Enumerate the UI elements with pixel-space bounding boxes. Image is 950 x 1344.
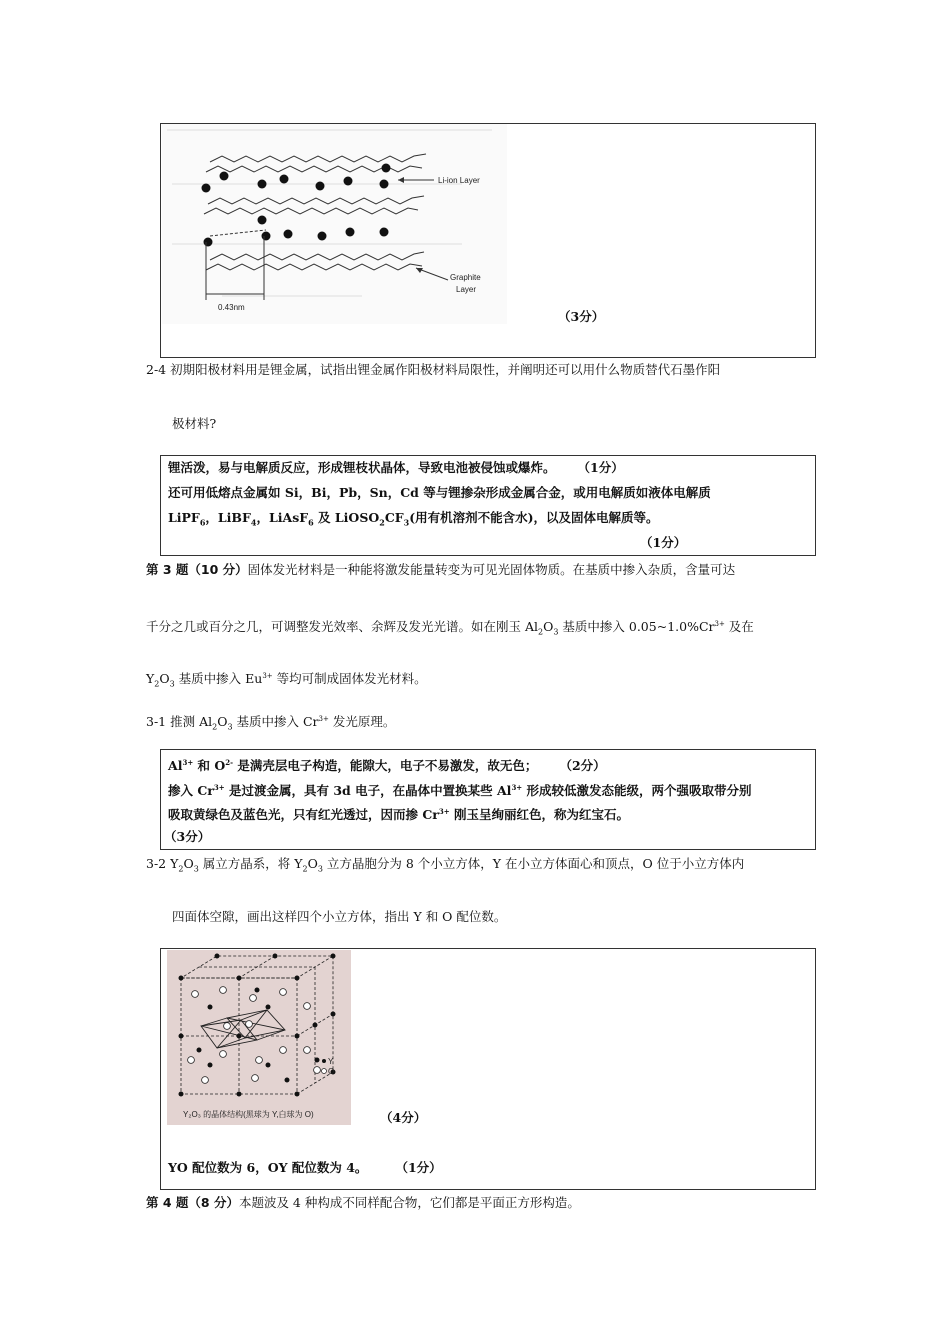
a31-al: Al — [168, 758, 183, 774]
formula-lipf: LiPF — [168, 510, 200, 525]
answer-2-4-score2: （1分） — [640, 535, 687, 550]
sub-3-q31: 3 — [227, 722, 233, 732]
answer-3-1-score2: （3分） — [164, 829, 211, 844]
question-2-4-line2: 极材料? — [172, 416, 217, 431]
sub-3-q32b: 3 — [317, 864, 323, 874]
sup-cr-q31: 3+ — [318, 715, 329, 723]
answer-3-1-line1 — [168, 754, 606, 775]
sub-3: 3 — [403, 517, 410, 528]
question-4-heading: 第 4 题（8 分） — [146, 1195, 239, 1210]
sub-2-q31: 2 — [212, 722, 218, 732]
formula-liasf: ，LiAsF — [256, 510, 309, 525]
figure-caption: Y₂O₃ 的晶体结构(黑球为 Y,白球为 O) — [183, 1110, 314, 1119]
answer-2-4-line2: 还可用低熔点金属如 Si，Bi，Pb，Sn，Cd 等与锂掺杂形成金属合金，或用电解质如液体电解质 — [168, 485, 711, 500]
a31-text1: 是满壳层电子构造，能隙大，电子不易激发，故无色； — [233, 758, 538, 774]
sub-3-y: 3 — [169, 679, 175, 689]
a31-text4: 吸取黄绿色及蓝色光，只有红光透过，因而掺 Cr — [168, 807, 439, 823]
q3-l2b: O — [543, 619, 554, 635]
graphite-li-ion-figure — [162, 124, 507, 324]
sub-2-al: 2 — [538, 627, 544, 637]
answer-3-2-coord — [168, 1159, 442, 1177]
answer-3-2-score1: （4分） — [380, 1110, 427, 1125]
a31-cr: 掺入 Cr — [168, 783, 214, 799]
sup-cr: 3+ — [714, 620, 725, 628]
sub-6a: 6 — [199, 517, 206, 528]
a31-score1: （2分） — [559, 758, 606, 774]
answer-2-4-score1: （1分） — [577, 460, 624, 475]
sup-o: 2- — [225, 758, 234, 767]
distance-label: 0.43nm — [218, 303, 245, 312]
graphite-score: （3分） — [558, 309, 605, 324]
question-3-heading: 第 3 题（10 分） — [146, 562, 248, 577]
a31-text3: 形成较低激发态能级，两个强吸取带分别 — [522, 783, 752, 799]
q32c: 属立方晶系，将 Y — [198, 856, 303, 871]
q3-l3c: 基质中掺入 Eu — [174, 671, 263, 687]
formula-cf: CF — [384, 510, 404, 525]
coordination-text: YO 配位数为 6，OY 配位数为 4。 — [168, 1160, 368, 1175]
graphite-label-2: Layer — [456, 285, 477, 294]
sup-eu: 3+ — [262, 672, 273, 680]
answer-3-1-line3 — [168, 803, 629, 824]
formula-libf: ，LiBF — [205, 510, 251, 525]
sup-al: 3+ — [182, 758, 194, 767]
legend-y-label: Y — [328, 1057, 334, 1066]
question-3-text1: 固体发光材料是一种能将激发能量转变为可见光固体物质。在基质中掺入杂质，含量可达 — [247, 562, 736, 577]
answer-3-1-line2 — [168, 779, 752, 800]
coordination-score: （1分） — [395, 1160, 442, 1175]
graphite-label-1: Graphite — [450, 273, 481, 282]
sub-2-q32a: 2 — [178, 864, 184, 874]
question-4 — [146, 1194, 580, 1212]
q3-1c: 基质中掺入 Cr — [232, 714, 319, 730]
sup-cr-b: 3+ — [438, 807, 450, 816]
sub-3-al: 3 — [553, 627, 559, 637]
sup-al-a: 3+ — [511, 783, 523, 792]
q3-l2a: 千分之几或百分之几，可调整发光效率、余辉及发光光谱。如在刚玉 Al — [146, 619, 538, 635]
question-3-line1 — [146, 561, 735, 579]
question-3-2-line1 — [146, 855, 744, 879]
li-ion-layer-label: Li-ion Layer — [438, 176, 480, 185]
q3-1a: 3-1 推测 Al — [146, 714, 213, 730]
answer-2-4-text1: 锂活泼，易与电解质反应，形成锂枝状晶体，导致电池被侵蚀或爆炸。 — [168, 460, 556, 475]
sub-3-q32a: 3 — [193, 864, 199, 874]
q3-l3a: Y — [146, 671, 155, 687]
question-3-line3 — [146, 667, 427, 694]
q3-l3b: O — [159, 671, 170, 687]
question-3-2-line2: 四面体空隙，画出这样四个小立方体，指出 Y 和 O 配位数。 — [172, 909, 507, 924]
a31-text5: 刚玉呈绚丽红色，称为红宝石。 — [449, 807, 629, 823]
q3-l2c: 基质中掺入 0.05~1.0%Cr — [558, 619, 715, 635]
question-4-text: 本题波及 4 种构成不同样配合物，它们都是平面正方形构造。 — [238, 1195, 580, 1210]
sub-6b: 6 — [308, 517, 314, 528]
sub-2: 2 — [379, 517, 385, 528]
formula-lioso: 及 LiOSO — [313, 510, 380, 525]
q32d: O — [307, 856, 318, 871]
q3-l3d: 等均可制成固体发光材料。 — [272, 671, 427, 687]
sub-4: 4 — [250, 517, 257, 528]
q3-1d: 发光原理。 — [328, 714, 396, 730]
sub-2-y: 2 — [154, 679, 160, 689]
a31-text2: 是过渡金属，具有 3d 电子，在晶体中置换某些 Al — [224, 783, 512, 799]
q32e: 立方晶胞分为 8 个小立方体，Y 在小立方体面心和顶点，O 位于小立方体内 — [322, 856, 745, 871]
q32b: O — [183, 856, 194, 871]
question-3-1 — [146, 710, 395, 737]
answer-2-4-line1 — [168, 459, 624, 477]
q32a: 3-2 Y — [146, 856, 179, 871]
answer-2-4-line3 — [168, 509, 659, 532]
question-3-line2 — [146, 615, 754, 642]
answer-2-4-text3: (用有机溶剂不能含水)，以及固体电解质等。 — [409, 510, 659, 525]
question-2-4-line1: 2-4 初期阳极材料用是锂金属，试指出锂金属作阳极材料局限性，并阐明还可以用什么物质替代石墨作阳 — [146, 362, 721, 377]
y2o3-crystal-figure — [167, 950, 351, 1125]
a31-o: 和 O — [193, 758, 226, 774]
q3-l2d: 及在 — [724, 619, 754, 635]
sup-cr-a: 3+ — [213, 783, 225, 792]
q3-1b: O — [217, 714, 228, 730]
sub-2-q32b: 2 — [302, 864, 308, 874]
legend-o-label: O — [328, 1067, 335, 1076]
